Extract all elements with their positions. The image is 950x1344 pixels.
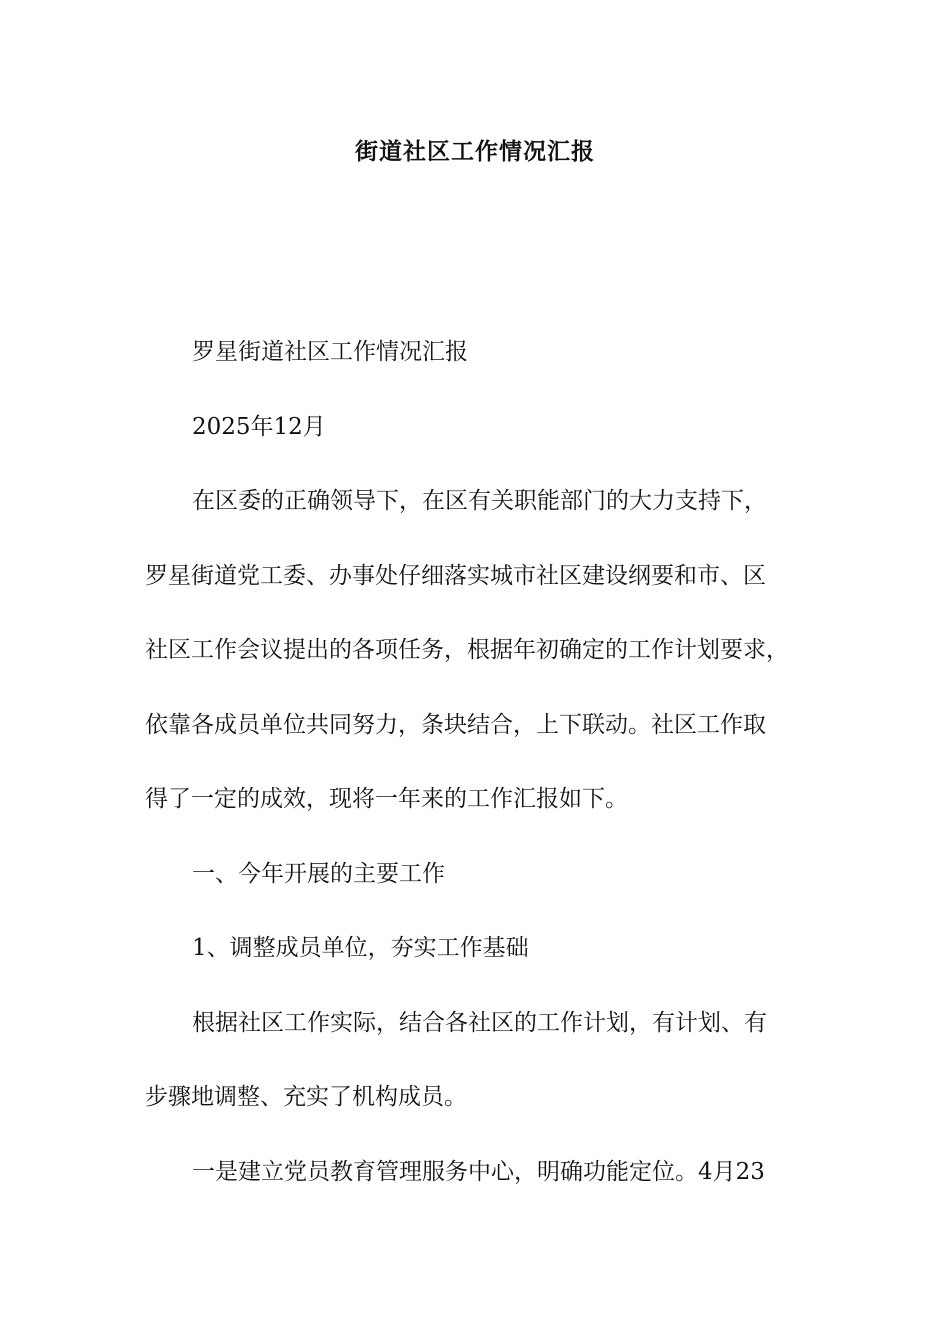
paragraph-line: 在区委的正确领导下，在区有关职能部门的大力支持下， — [192, 488, 767, 514]
paragraph-line: 社区工作会议提出的各项任务，根据年初确定的工作计划要求， — [145, 637, 789, 663]
paragraph-line: 罗星街道党工委、办事处仔细落实城市社区建设纲要和市、区 — [145, 562, 766, 589]
subsection-heading-line: 1、调整成员单位，夯实工作基础 — [192, 935, 529, 961]
paragraph-line: 一是建立党员教育管理服务中心，明确功能定位。4月23 — [192, 1158, 765, 1185]
document-body — [145, 315, 825, 1209]
report-date-line: 2025年12月 — [192, 413, 326, 440]
document-title: 街道社区工作情况汇报 — [355, 139, 595, 165]
section-heading-line: 一、今年开展的主要工作 — [192, 860, 445, 887]
paragraph-line: 依靠各成员单位共同努力，条块结合，上下联动。社区工作取 — [145, 711, 766, 738]
paragraph-line: 步骤地调整、充实了机构成员。 — [145, 1084, 467, 1110]
paragraph-line: 根据社区工作实际，结合各社区的工作计划，有计划、有 — [192, 1009, 767, 1036]
report-subtitle-line: 罗星街道社区工作情况汇报 — [192, 339, 468, 365]
paragraph-line: 得了一定的成效，现将一年来的工作汇报如下。 — [145, 786, 628, 812]
